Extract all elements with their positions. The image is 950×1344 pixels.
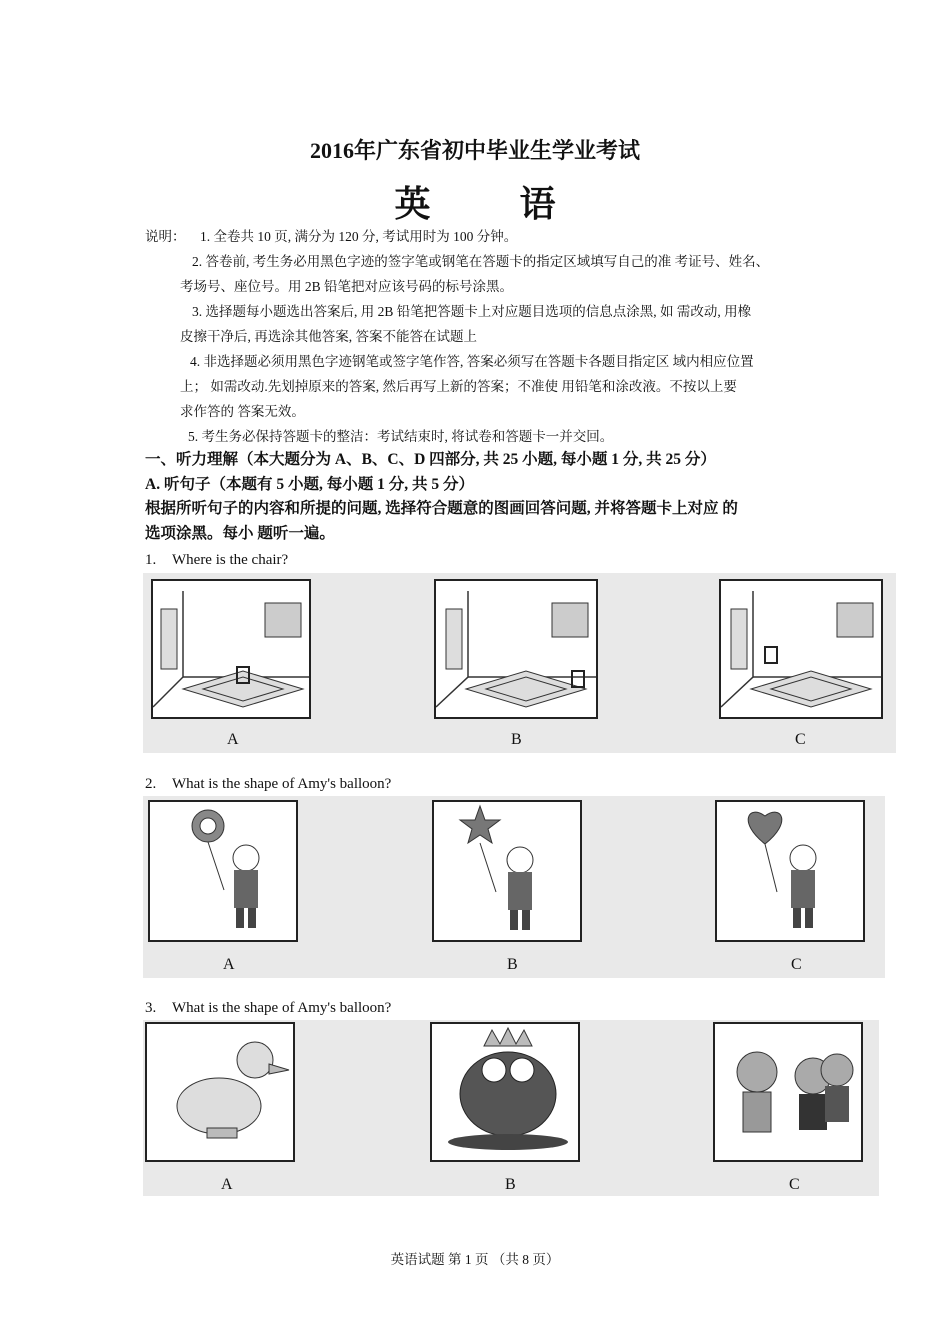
instruction-1: 1. 全卷共 10 页, 满分为 120 分, 考试用时为 100 分钟。 [200, 229, 518, 244]
option-c-label: C [791, 956, 802, 973]
option-b-star-balloon-picture [432, 800, 582, 942]
option-a-duck-picture [145, 1022, 295, 1162]
instruction-3-line1: 3. 选择题每小题选出答案后, 用 2B 铅笔把答题卡上对应题目选项的信息点涂黑, 如 需改动, 用橡 [192, 304, 752, 319]
question-2-image-panel [143, 796, 885, 978]
question-1-number: 1. [145, 552, 157, 568]
directions-line2: 选项涂黑。每小 题听一遍。 [145, 525, 335, 542]
instruction-4-line1: 4. 非选择题必须用黑色字迹钢笔或签字笔作答, 答案必须写在答题卡各题目指定区 域内相应位置 [190, 354, 754, 369]
option-b-label: B [511, 731, 522, 748]
instruction-3-line2: 皮擦干净后, 再选涂其他答案, 答案不能答在试题上 [180, 329, 477, 344]
directions-line1: 根据所听句子的内容和所提的问题, 选择符合题意的图画回答问题, 并将答题卡上对应 的 [145, 500, 738, 517]
question-3-number: 3. [145, 1000, 157, 1016]
option-b-frog-prince-picture [430, 1022, 580, 1162]
option-b-room-picture [434, 579, 598, 719]
question-2-text: What is the shape of Amy's balloon? [172, 776, 392, 792]
instruction-5: 5. 考生务必保持答题卡的整洁：考试结束时, 将试卷和答题卡一并交回。 [188, 429, 614, 444]
option-c-label: C [789, 1176, 800, 1193]
question-3-text: What is the shape of Amy's balloon? [172, 1000, 392, 1016]
instructions-label: 说明： [145, 229, 186, 244]
exam-title: 2016年广东省初中毕业生学业考试 [309, 138, 640, 163]
option-a-flower-balloon-picture [148, 800, 298, 942]
option-b-label: B [505, 1176, 516, 1193]
question-2-number: 2. [145, 776, 157, 792]
page-footer: 英语试题 第 1 页 （共 8 页） [390, 1252, 560, 1267]
option-a-room-picture [151, 579, 311, 719]
instruction-2-line1: 2. 答卷前, 考生务必用黑色字迹的签字笔或钢笔在答题卡的指定区域填写自己的准 考证号、姓名、 [192, 254, 770, 269]
question-1-text: Where is the chair? [172, 552, 289, 568]
subject-title: 英 语 [394, 184, 596, 224]
option-a-label: A [227, 731, 239, 748]
instruction-2-line2: 考场号、座位号。用 2B 铅笔把对应该号码的标号涂黑。 [180, 279, 514, 294]
option-a-label: A [223, 956, 235, 973]
question-1-image-panel [143, 573, 896, 753]
option-c-room-picture [719, 579, 883, 719]
option-c-label: C [795, 731, 806, 748]
option-c-heart-balloon-picture [715, 800, 865, 942]
option-b-label: B [507, 956, 518, 973]
instruction-4-line3: 求作答的 答案无效。 [180, 404, 305, 419]
section-heading: 一、听力理解（本大题分为 A、B、C、D 四部分, 共 25 小题, 每小题 1 分, 共 25 分） [145, 451, 716, 468]
part-a-heading: A. 听句子（本题有 5 小题, 每小题 1 分, 共 5 分） [145, 476, 474, 493]
option-c-three-pigs-picture [713, 1022, 863, 1162]
instruction-4-line2: 上； 如需改动.先划掉原来的答案, 然后再写上新的答案；不准使 用铅笔和涂改液。不按以上要 [180, 379, 737, 394]
question-3-image-panel [143, 1020, 879, 1196]
option-a-label: A [221, 1176, 233, 1193]
